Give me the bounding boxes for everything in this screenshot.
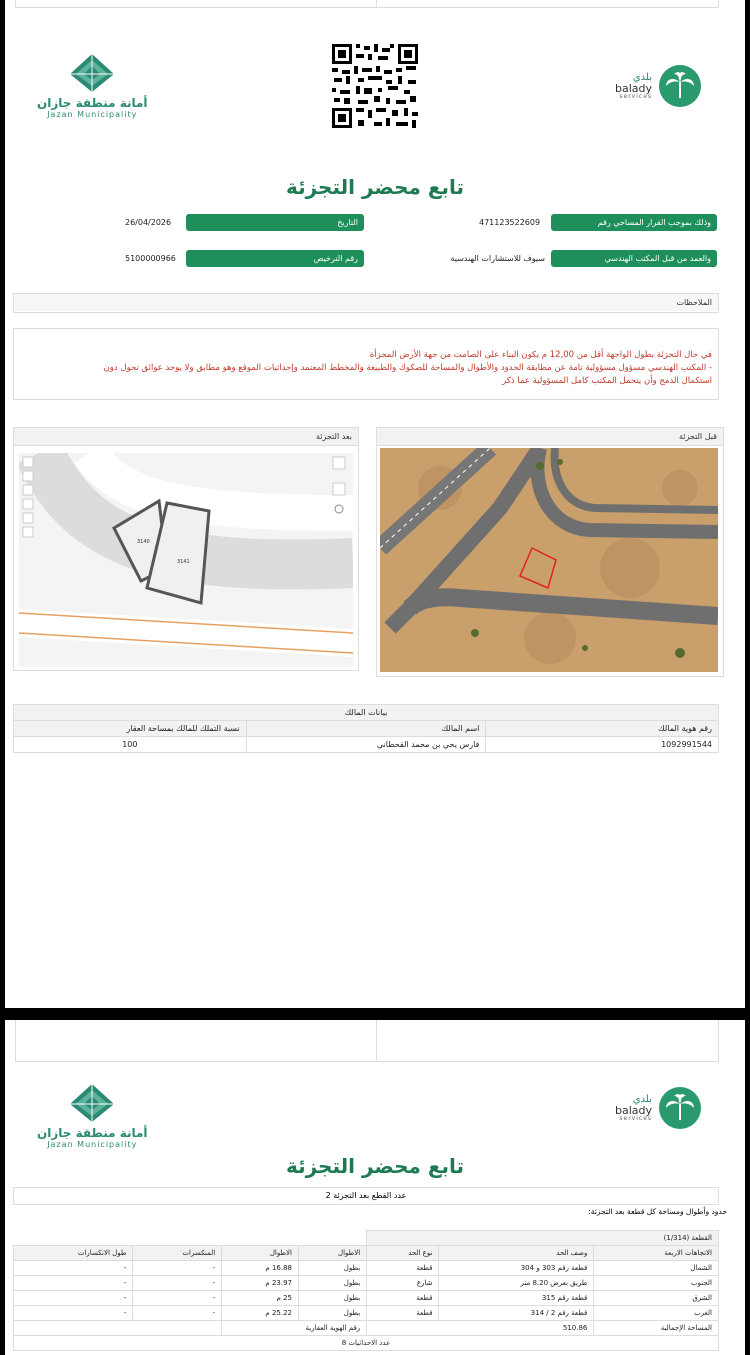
top-frame-2 bbox=[15, 1020, 719, 1062]
dimensions-label: حدود وأطوال ومساحة كل قطعة بعد التجزئة: bbox=[588, 1207, 727, 1216]
plan-map bbox=[19, 453, 353, 667]
page-title-2: تابع محضر التجزئة bbox=[285, 1154, 465, 1178]
col-boundary-desc: وصف الحد bbox=[439, 1246, 594, 1261]
row-north-direction: الشمال bbox=[594, 1261, 719, 1276]
note-line-3: استكمال الدمج وأن يتحمل المكتب كامل المسؤولية عما ذكر bbox=[502, 376, 712, 387]
row-east-type: قطعة bbox=[367, 1291, 439, 1306]
col-length-word: الاطوال bbox=[299, 1246, 367, 1261]
table-row bbox=[14, 1276, 719, 1291]
date-label: التاريخ bbox=[186, 214, 364, 231]
satellite-map bbox=[380, 448, 718, 672]
license-label: رقم الترخيص bbox=[186, 250, 364, 267]
row-west-length-word: بطول bbox=[299, 1306, 367, 1321]
coords-label: عدد الاحداثيات 8 bbox=[14, 1336, 719, 1351]
balady-logo-2 bbox=[615, 1086, 702, 1130]
row-south-break-lengths: - bbox=[14, 1276, 133, 1291]
balady-logo bbox=[615, 64, 702, 108]
jazan-emblem-icon bbox=[62, 1082, 122, 1124]
table-row bbox=[14, 1291, 719, 1306]
jazan-municipality-logo bbox=[37, 52, 148, 119]
balady-logo-sub-2: services bbox=[619, 1114, 653, 1122]
col-boundary-type: نوع الحد bbox=[367, 1246, 439, 1261]
date-value: 26/04/2026 bbox=[125, 218, 172, 227]
total-area-value: 510.86 bbox=[367, 1321, 594, 1336]
owner-col-id: رقم هوية المالك bbox=[486, 721, 719, 737]
row-south-length: 23.97 م bbox=[222, 1276, 299, 1291]
deed-label: رقم الهوية العقارية bbox=[222, 1321, 367, 1336]
jazan-logo-english-2: Jazan Municipality bbox=[47, 1140, 138, 1149]
jazan-logo-arabic: أمانة منطقة جازان bbox=[37, 96, 148, 110]
row-north-length-word: بطول bbox=[299, 1261, 367, 1276]
balady-logo-arabic: بلدي bbox=[632, 71, 653, 83]
top-frame bbox=[15, 0, 719, 8]
notes-header: الملاحظات bbox=[14, 294, 718, 311]
owner-col-ratio: نسبة التملك للمالك بمساحة العقار bbox=[14, 721, 247, 737]
row-east-breaks: - bbox=[133, 1291, 222, 1306]
before-parcelling-label: قبل التجزئة bbox=[377, 428, 723, 446]
parts-count-box bbox=[13, 1187, 719, 1205]
row-east-length: 25 م bbox=[222, 1291, 299, 1306]
document-page-2 bbox=[5, 1020, 745, 1355]
row-west-breaks: - bbox=[133, 1306, 222, 1321]
balady-logo-arabic-2: بلدي bbox=[632, 1093, 653, 1105]
decision-value: 471123522609 bbox=[479, 218, 541, 227]
note-line-2: - المكتب الهندسي مسؤول مسؤولية تامة عن مطابقة الحدود والأطوال والمساحة للصكوك والطبيعة والمخطط المعتمد وإحداثيات الموقع وهو مطابق ولا يوجد عوائق تحول دون bbox=[103, 363, 712, 374]
notes-header-box bbox=[13, 293, 719, 313]
owner-col-name: اسم المالك bbox=[246, 721, 486, 737]
jazan-emblem-icon bbox=[62, 52, 122, 94]
owner-table-header: بيانات المالك bbox=[14, 705, 719, 721]
col-length: الاطوال bbox=[222, 1246, 299, 1261]
col-breaks: المنكسرات bbox=[133, 1246, 222, 1261]
owner-name: فارس يحي بن محمد القحطاني bbox=[246, 737, 486, 753]
office-value: سيوف للاستشارات الهندسية bbox=[450, 254, 545, 263]
plot-header: القطعة (1/314) bbox=[367, 1231, 719, 1246]
dimensions-table bbox=[13, 1230, 719, 1351]
row-north-desc: قطعة رقم 303 و 304 bbox=[439, 1261, 594, 1276]
qr-code bbox=[330, 42, 420, 130]
row-east-direction: الشرق bbox=[594, 1291, 719, 1306]
row-east-desc: قطعة رقم 315 bbox=[439, 1291, 594, 1306]
row-south-type: شارع bbox=[367, 1276, 439, 1291]
after-parcelling-label: بعد التجزئة bbox=[14, 428, 358, 446]
row-south-direction: الجنوب bbox=[594, 1276, 719, 1291]
plot-label-3141: 3141 bbox=[177, 559, 190, 565]
row-west-length: 25.22 م bbox=[222, 1306, 299, 1321]
row-north-breaks: - bbox=[133, 1261, 222, 1276]
table-row bbox=[14, 1306, 719, 1321]
owner-ratio: 100 bbox=[14, 737, 247, 753]
plan-map-image bbox=[19, 453, 353, 667]
row-east-length-word: بطول bbox=[299, 1291, 367, 1306]
jazan-logo-english: Jazan Municipality bbox=[47, 110, 138, 119]
col-break-lengths: طول الانكسارات bbox=[14, 1246, 133, 1261]
balady-logo-sub: services bbox=[619, 92, 653, 100]
row-north-length: 16.88 م bbox=[222, 1261, 299, 1276]
note-line-1: في حال التجزئة بطول الواجهة أقل من 12,00 م يكون البناء على الصامت من جهة الأرض المجزأة bbox=[369, 350, 712, 360]
table-row bbox=[14, 1261, 719, 1276]
row-north-break-lengths: - bbox=[14, 1261, 133, 1276]
balady-logo-english-2: balady bbox=[615, 1103, 653, 1117]
balady-logo-english: balady bbox=[615, 81, 653, 95]
row-south-breaks: - bbox=[133, 1276, 222, 1291]
document-page-1 bbox=[5, 0, 745, 1008]
plot-label-3140: 3140 bbox=[137, 539, 150, 545]
balady-palm-icon bbox=[658, 64, 702, 108]
after-parcelling-panel bbox=[13, 427, 359, 671]
page-title: تابع محضر التجزئة bbox=[285, 175, 465, 199]
before-parcelling-panel bbox=[376, 427, 724, 677]
parts-count-label: عدد القطع بعد التجزئة 2 bbox=[325, 1191, 407, 1200]
col-direction: الاتجاهات الاربعة bbox=[594, 1246, 719, 1261]
row-west-type: قطعة bbox=[367, 1306, 439, 1321]
satellite-map-image bbox=[380, 448, 718, 672]
jazan-municipality-logo-2 bbox=[37, 1082, 148, 1149]
notes-text bbox=[20, 349, 712, 389]
row-west-desc: قطعة رقم 2 / 314 bbox=[439, 1306, 594, 1321]
office-label: والعمد من قبل المكتب الهندسي bbox=[551, 250, 717, 267]
row-north-type: قطعة bbox=[367, 1261, 439, 1276]
row-south-desc: طريق بعرض 8.20 متر bbox=[439, 1276, 594, 1291]
decision-label: وذلك بموجب القرار المساحي رقم bbox=[551, 214, 717, 231]
license-value: 5100000966 bbox=[125, 254, 176, 263]
row-west-direction: الغرب bbox=[594, 1306, 719, 1321]
row-west-break-lengths: - bbox=[14, 1306, 133, 1321]
notes-box bbox=[13, 328, 719, 400]
jazan-logo-arabic-2: أمانة منطقة جازان bbox=[37, 1126, 148, 1140]
row-south-length-word: بطول bbox=[299, 1276, 367, 1291]
owner-table bbox=[13, 704, 719, 753]
owner-id: 1092991544 bbox=[486, 737, 719, 753]
total-area-label: المساحة الإجمالية bbox=[594, 1321, 719, 1336]
balady-palm-icon bbox=[658, 1086, 702, 1130]
row-east-break-lengths: - bbox=[14, 1291, 133, 1306]
